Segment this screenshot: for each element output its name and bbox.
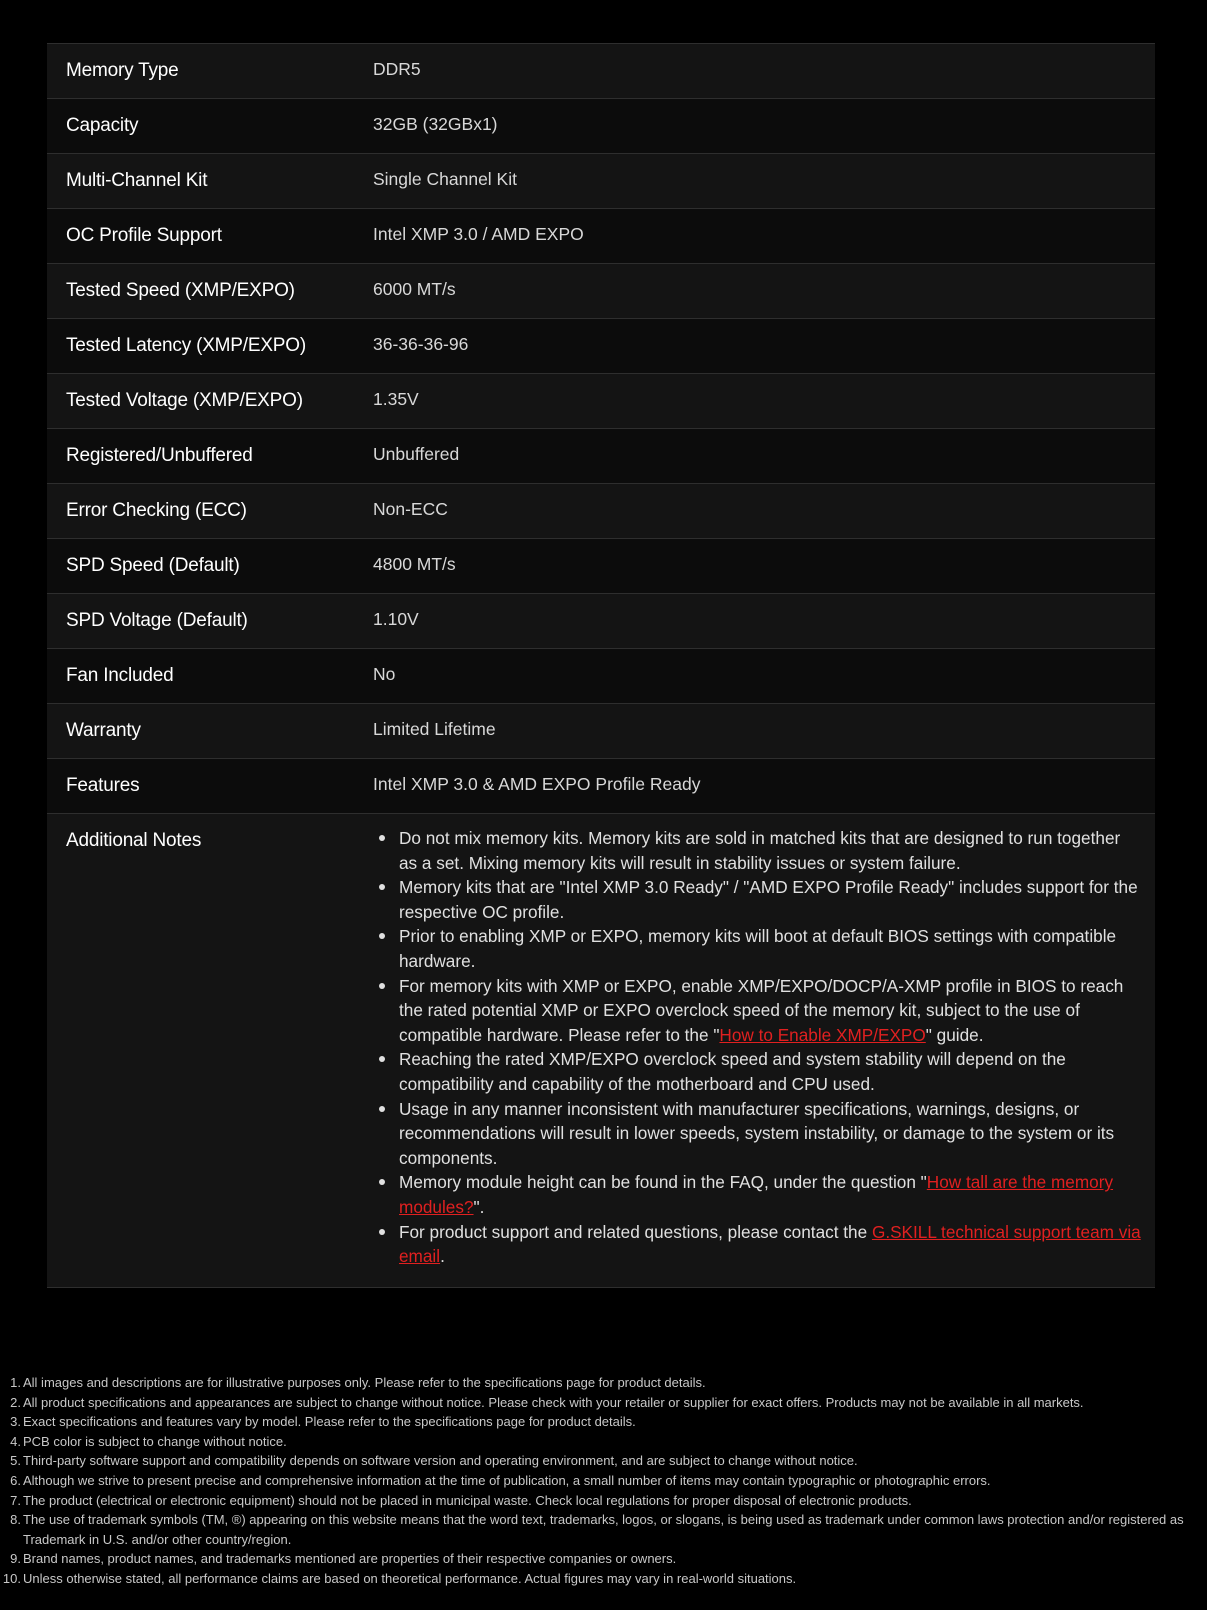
note-link[interactable]: G.SKILL technical support team via email xyxy=(399,1221,1141,1267)
spec-label: Tested Speed (XMP/EXPO) xyxy=(66,280,295,301)
spec-label: SPD Voltage (Default) xyxy=(66,610,248,631)
spec-label: Multi-Channel Kit xyxy=(66,170,208,191)
footnote-item xyxy=(0,1373,1207,1393)
spec-label: Features xyxy=(66,775,140,796)
footnote-number: 1. xyxy=(10,1375,21,1390)
spec-label: Warranty xyxy=(66,720,141,741)
spec-value: 1.10V xyxy=(373,609,419,629)
footnote-item xyxy=(0,1549,1207,1569)
spec-row xyxy=(47,594,1155,649)
spec-value: 36-36-36-96 xyxy=(373,334,469,354)
footnote-number: 8. xyxy=(10,1512,21,1528)
spec-value: 32GB (32GBx1) xyxy=(373,114,498,134)
footnote-text: Unless otherwise stated, all performance claims are based on theoretical performance. Actual figures may vary in real-world situations. xyxy=(23,1570,797,1586)
spec-value: Unbuffered xyxy=(373,444,460,464)
footnote-number: 9. xyxy=(10,1551,21,1567)
footnote-number: 2. xyxy=(10,1394,21,1410)
spec-row xyxy=(47,649,1155,704)
spec-value: DDR5 xyxy=(373,59,421,79)
note-text: For product support and related questions, please contact the xyxy=(399,1221,872,1242)
spec-value: No xyxy=(373,664,396,684)
note-item: Prior to enabling XMP or EXPO, memory kits will boot at default BIOS settings with compatible hardware. xyxy=(373,924,1141,973)
footnote-number: 6. xyxy=(10,1472,21,1488)
spec-label: Error Checking (ECC) xyxy=(66,500,247,521)
footnote-text: Third-party software support and compatibility depends on software version and operating environment, and are subject to change without notice. xyxy=(23,1453,858,1469)
spec-row xyxy=(47,759,1155,814)
spec-table xyxy=(47,43,1155,1288)
spec-row xyxy=(47,429,1155,484)
spec-label: Memory Type xyxy=(66,60,179,81)
note-text: Memory module height can be found in the FAQ, under the question " xyxy=(399,1172,927,1193)
footnote-number: 4. xyxy=(10,1433,21,1449)
spec-value: Intel XMP 3.0 & AMD EXPO Profile Ready xyxy=(373,774,701,794)
spec-row xyxy=(47,154,1155,209)
note-item: Reaching the rated XMP/EXPO overclock speed and system stability will depend on the compatibility and capability of the motherboard and CPU used. xyxy=(373,1047,1141,1096)
footnote-item xyxy=(0,1412,1207,1432)
footnote-item xyxy=(0,1393,1207,1413)
note-item: Memory kits that are "Intel XMP 3.0 Ready" / "AMD EXPO Profile Ready" includes support for the respective OC profile. xyxy=(373,875,1141,924)
footnote-number: 5. xyxy=(10,1453,21,1469)
footnote-item xyxy=(0,1491,1207,1511)
note-link[interactable]: How to Enable XMP/EXPO xyxy=(719,1024,926,1045)
spec-value: 4800 MT/s xyxy=(373,554,456,574)
spec-label: SPD Speed (Default) xyxy=(66,555,240,576)
footnote-item xyxy=(0,1451,1207,1471)
spec-row xyxy=(47,264,1155,319)
note-link[interactable]: How tall are the memory modules? xyxy=(399,1172,1114,1217)
note-text: . xyxy=(440,1246,445,1267)
spec-row xyxy=(47,319,1155,374)
spec-row xyxy=(47,99,1155,154)
spec-value: Single Channel Kit xyxy=(373,169,517,189)
spec-row xyxy=(47,484,1155,539)
footnote-number: 3. xyxy=(10,1414,21,1430)
note-item xyxy=(373,1220,1141,1269)
footnote-text: PCB color is subject to change without notice. xyxy=(23,1433,287,1449)
spec-row xyxy=(47,374,1155,429)
footnotes-list xyxy=(0,1373,1207,1589)
spec-row xyxy=(47,539,1155,594)
footnote-text: All images and descriptions are for illustrative purposes only. Please refer to the specifications page for product details. xyxy=(23,1375,706,1390)
footnote-item xyxy=(0,1510,1207,1549)
spec-value: 1.35V xyxy=(373,389,419,409)
spec-row xyxy=(47,209,1155,264)
note-item xyxy=(373,1170,1141,1219)
spec-row xyxy=(47,704,1155,759)
spec-value: 6000 MT/s xyxy=(373,279,456,299)
footnote-text: Brand names, product names, and trademarks mentioned are properties of their respective companies or owners. xyxy=(23,1551,677,1567)
footnote-text: The use of trademark symbols (TM, ®) appearing on this website means that the word text, trademarks, logos, or slogans, is being used as trademark under common laws protection and/or registered as Trademark in U.S. and/or other country/region. xyxy=(23,1512,1184,1547)
spec-label: Additional Notes xyxy=(66,830,202,851)
spec-value: Non-ECC xyxy=(373,499,448,519)
spec-label: OC Profile Support xyxy=(66,225,222,246)
footnote-item xyxy=(0,1432,1207,1452)
spec-label: Tested Latency (XMP/EXPO) xyxy=(66,335,306,356)
footnote-number: 10. xyxy=(2,1570,21,1586)
note-text: ". xyxy=(473,1196,485,1217)
spec-label: Registered/Unbuffered xyxy=(66,445,253,466)
footnote-number: 7. xyxy=(10,1492,21,1508)
footnote-text: All product specifications and appearances are subject to change without notice. Please check with your retailer or supplier for exact offers. Products may not be available in all markets. xyxy=(23,1394,1084,1410)
note-item: Usage in any manner inconsistent with manufacturer specifications, warnings, designs, or recommendations will result in lower speeds, system instability, or damage to the system or its components. xyxy=(373,1097,1141,1171)
note-item xyxy=(373,974,1141,1048)
spec-row xyxy=(47,44,1155,99)
footnote-item xyxy=(0,1569,1207,1589)
note-text: For memory kits with XMP or EXPO, enable XMP/EXPO/DOCP/A-XMP profile in BIOS to reach the rated potential XMP or EXPO overclock speed of the memory kit, subject to the use of compatible hardware. Please refer to the " xyxy=(399,975,1124,1045)
spec-value: Intel XMP 3.0 / AMD EXPO xyxy=(373,224,584,244)
footnote-text: Although we strive to present precise and comprehensive information at the time of publication, a small number of items may contain typographic or photographic errors. xyxy=(23,1472,991,1488)
footnote-text: Exact specifications and features vary by model. Please refer to the specifications page for product details. xyxy=(23,1414,636,1430)
additional-notes-list xyxy=(373,814,1155,1287)
footnote-item xyxy=(0,1471,1207,1491)
spec-label: Tested Voltage (XMP/EXPO) xyxy=(66,390,303,411)
spec-label: Capacity xyxy=(66,115,139,136)
footnote-text: The product (electrical or electronic equipment) should not be placed in municipal waste. Check local regulations for proper disposal of electronic products. xyxy=(23,1492,912,1508)
spec-label: Fan Included xyxy=(66,665,174,686)
spec-row-additional-notes xyxy=(47,814,1155,1288)
note-text: " guide. xyxy=(925,1024,984,1045)
note-item: Do not mix memory kits. Memory kits are sold in matched kits that are designed to run together as a set. Mixing memory kits will result in stability issues or system failure. xyxy=(373,826,1141,875)
spec-value: Limited Lifetime xyxy=(373,719,496,739)
